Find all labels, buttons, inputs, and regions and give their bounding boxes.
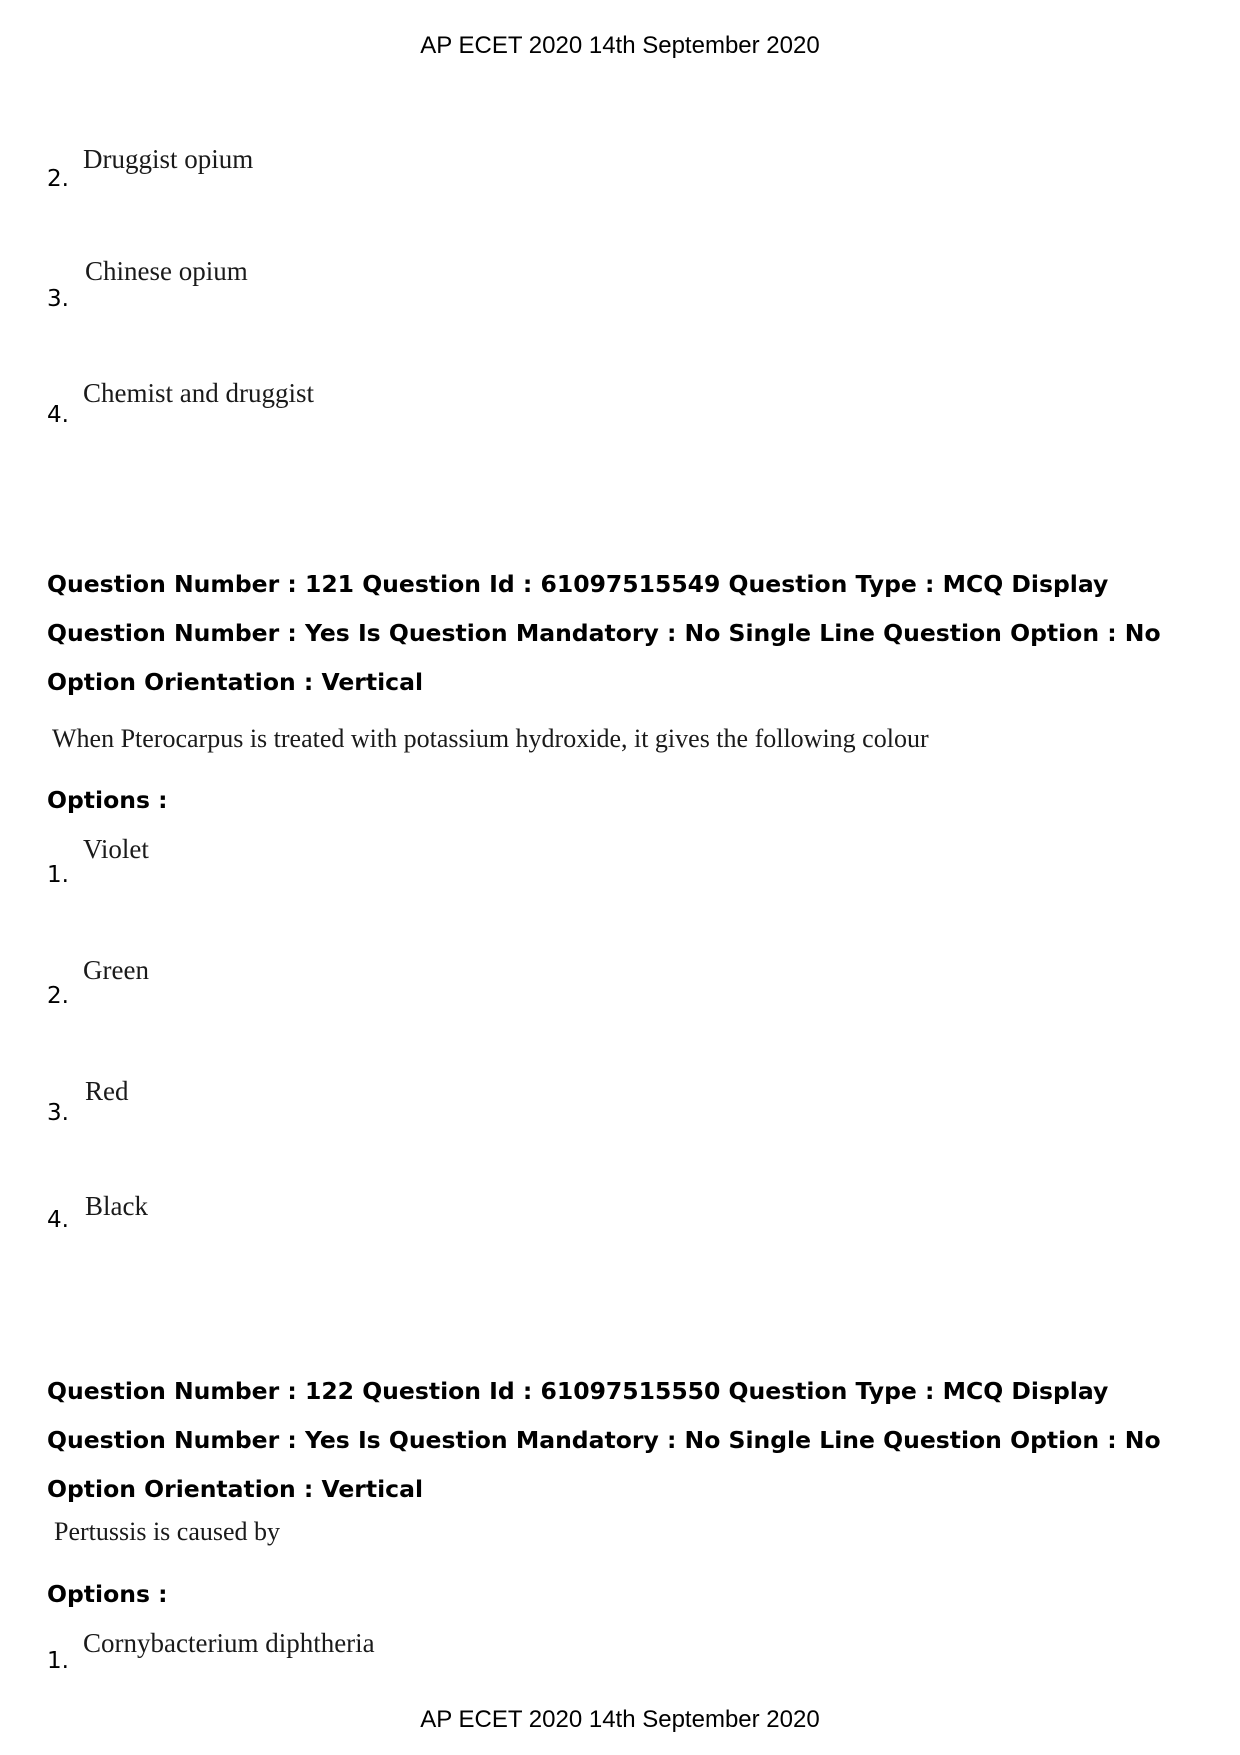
option-number: 3. xyxy=(47,286,69,312)
question-text: When Pterocarpus is treated with potassium hydroxide, it gives the following colour xyxy=(52,724,929,753)
option-number: 2. xyxy=(47,166,69,192)
option-text: Chemist and druggist xyxy=(83,378,314,408)
option-number: 1. xyxy=(47,1648,69,1674)
option-text: Violet xyxy=(83,834,149,864)
option-number: 4. xyxy=(47,402,69,428)
page-header: AP ECET 2020 14th September 2020 xyxy=(420,32,820,59)
option-text: Chinese opium xyxy=(85,256,248,286)
option-number: 1. xyxy=(47,862,69,888)
page-footer: AP ECET 2020 14th September 2020 xyxy=(420,1706,820,1733)
option-number: 4. xyxy=(47,1207,69,1233)
option-text: Red xyxy=(85,1076,129,1106)
question-meta: Question Number : 121 Question Id : 61097515549 Question Type : MCQ Display Question Number : Yes Is Question Mandatory : No Single Line Question Option : No Option Orientation : Vertical xyxy=(47,570,1161,696)
question-meta: Question Number : 122 Question Id : 61097515550 Question Type : MCQ Display Question Number : Yes Is Question Mandatory : No Single Line Question Option : No Option Orientation : Vertical xyxy=(47,1377,1161,1503)
option-number: 2. xyxy=(47,983,69,1009)
option-text: Druggist opium xyxy=(83,144,254,174)
option-text: Cornybacterium diphtheria xyxy=(83,1628,375,1658)
option-text: Green xyxy=(83,955,149,985)
question-text: Pertussis is caused by xyxy=(54,1517,281,1546)
options-label: Options : xyxy=(47,1580,168,1608)
options-label: Options : xyxy=(47,786,168,814)
option-number: 3. xyxy=(47,1100,69,1126)
option-text: Black xyxy=(85,1191,148,1221)
